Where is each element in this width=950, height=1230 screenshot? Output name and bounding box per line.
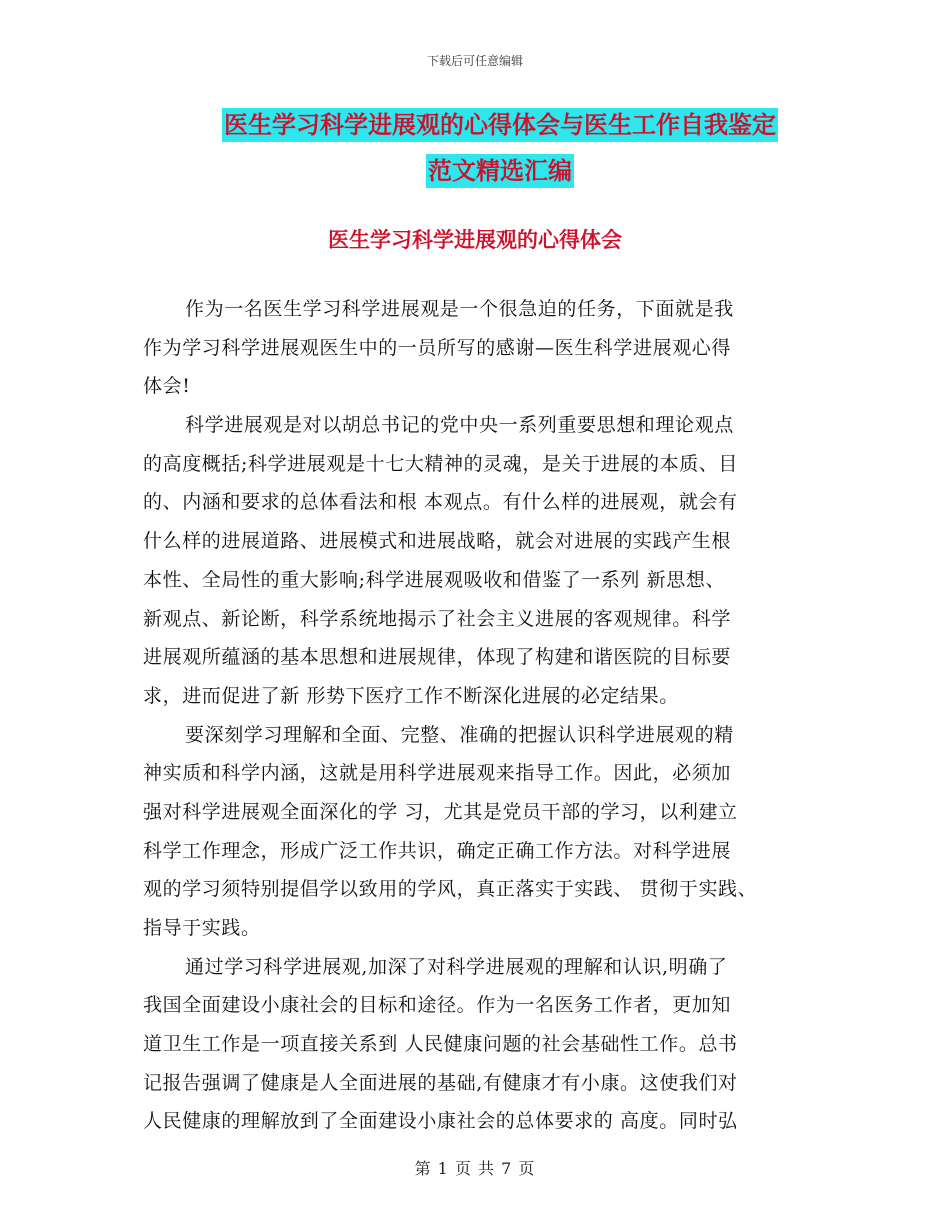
- paragraph-line: 记报告强调了健康是人全面进展的基础,有健康才有小康。这使我们对: [143, 1071, 738, 1094]
- title-line-2: 范文精选汇编: [426, 154, 574, 188]
- section-heading: 医生学习科学进展观的心得体会: [328, 228, 622, 252]
- paragraph-line: 体会!: [143, 375, 191, 398]
- paragraph-line: 神实质和科学内涵，这就是用科学进展观来指导工作。因此，必须加: [143, 762, 732, 785]
- paragraph-line: 作为学习科学进展观医生中的一员所写的感谢—医生科学进展观心得: [143, 336, 732, 359]
- paragraph-line: 观的学习须特别提倡学以致用的学风，真正落实于实践、 贯彻于实践、: [143, 878, 758, 901]
- paragraph-line: 科学工作理念，形成广泛工作共识，确定正确工作方法。对科学进展: [143, 839, 732, 862]
- document-title: [120, 108, 880, 188]
- paragraph-line: 什么样的进展道路、进展模式和进展战略，就会对进展的实践产生根: [143, 530, 732, 553]
- paragraph-line: 的、内涵和要求的总体看法和根 本观点。有什么样的进展观，就会有: [143, 491, 738, 514]
- paragraph-line: 进展观所蕴涵的基本思想和进展规律，体现了构建和谐医院的目标要: [143, 646, 732, 669]
- paragraph-line: 我国全面建设小康社会的目标和途径。作为一名医务工作者，更加知: [143, 994, 732, 1017]
- paragraph-line: 求，进而促进了新 形势下医疗工作不断深化进展的必定结果。: [143, 684, 679, 707]
- paragraph-line: 本性、全局性的重大影响;科学进展观吸收和借鉴了一系列 新思想、: [143, 568, 726, 591]
- paragraph-line: 通过学习科学进展观,加深了对科学进展观的理解和认识,明确了: [185, 955, 728, 978]
- header-note: 下载后可任意编辑: [426, 54, 523, 68]
- paragraph-line: 新观点、新论断，科学系统地揭示了社会主义进展的客观规律。科学: [143, 607, 732, 630]
- paragraph-line: 指导于实践。: [143, 917, 261, 939]
- paragraph-line: 作为一名医生学习科学进展观是一个很急迫的任务，下面就是我: [185, 298, 734, 320]
- paragraph-line: 强对科学进展观全面深化的学 习，尤其是党员干部的学习，以利建立: [143, 800, 738, 823]
- paragraph-line: 人民健康的理解放到了全面建设小康社会的总体要求的 高度。同时弘: [143, 1110, 738, 1133]
- paragraph-line: 道卫生工作是一项直接关系到 人民健康问题的社会基础性工作。总书: [143, 1033, 738, 1056]
- paragraph-line: 的高度概括;科学进展观是十七大精神的灵魂，是关于进展的本质、目: [143, 452, 739, 475]
- paragraph-line: 科学进展观是对以胡总书记的党中央一系列重要思想和理论观点: [185, 414, 734, 437]
- page-footer: 第 1 页 共 7 页: [414, 1159, 536, 1178]
- paragraph-line: 要深刻学习理解和全面、完整、准确的把握认识科学进展观的精: [185, 723, 734, 746]
- title-line-1: 医生学习科学进展观的心得体会与医生工作自我鉴定: [222, 108, 778, 142]
- body-text: [143, 290, 815, 1141]
